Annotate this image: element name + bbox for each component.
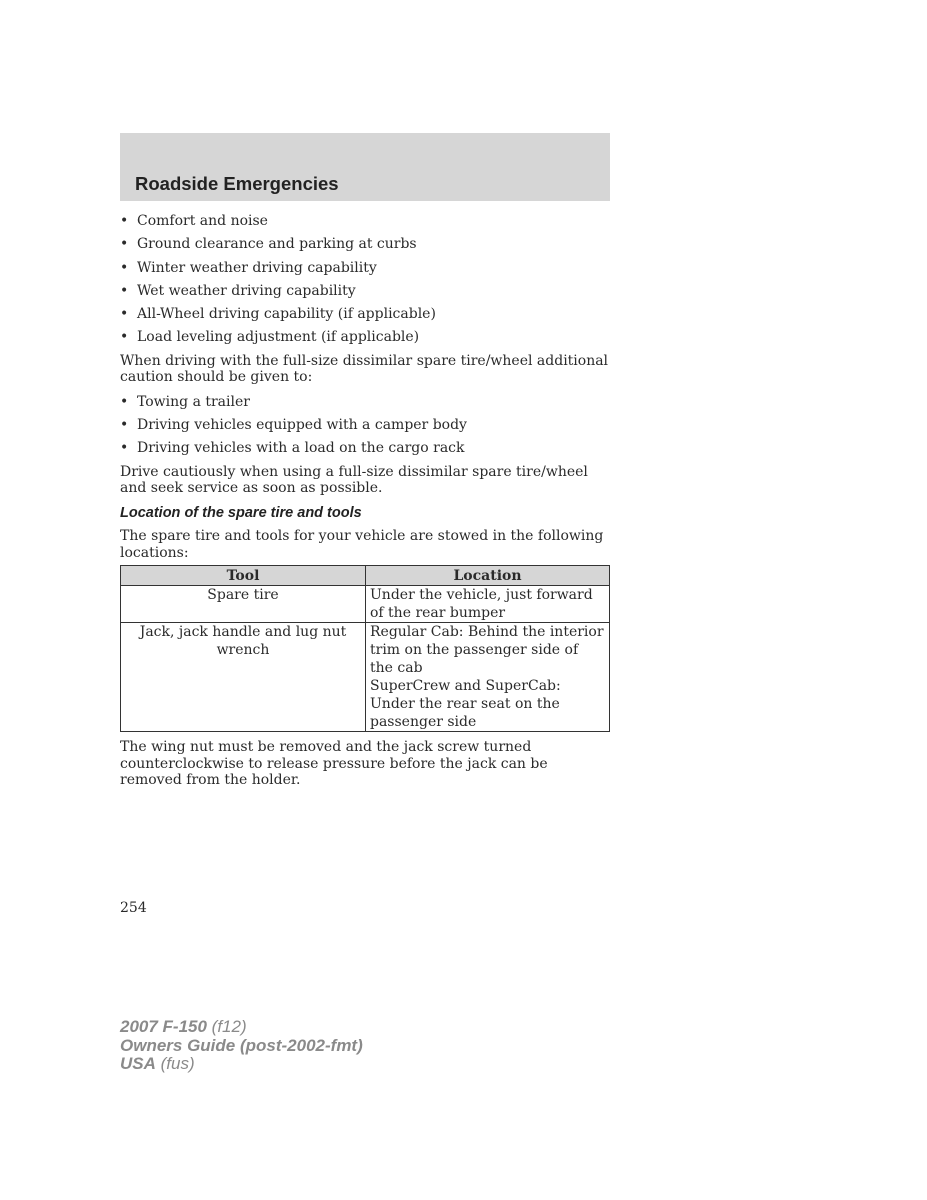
- spare-tire-location-heading: Location of the spare tire and tools: [120, 504, 362, 521]
- list-item: • Comfort and noise: [120, 213, 610, 230]
- column-header-location: Location: [366, 566, 610, 586]
- stowed-locations-paragraph: The spare tire and tools for your vehicle are stowed in the following locations:: [120, 528, 604, 561]
- table-row: [121, 623, 610, 732]
- bullet-list-considerations: [120, 213, 610, 346]
- column-header-tool: Tool: [121, 566, 366, 586]
- list-item: • Wet weather driving capability: [120, 283, 610, 300]
- page-content: [120, 213, 610, 797]
- caution-paragraph: When driving with the full-size dissimilar spare tire/wheel additional caution should be given to:: [120, 352, 609, 386]
- list-item: • Driving vehicles equipped with a camper body: [120, 417, 610, 434]
- table-header-row: [121, 566, 610, 586]
- list-item: • Driving vehicles with a load on the cargo rack: [120, 440, 610, 457]
- list-item: • Towing a trailer: [120, 394, 610, 411]
- location-text: SuperCrew and SuperCab: Under the rear seat on the passenger side: [370, 678, 561, 731]
- drive-cautiously-paragraph: Drive cautiously when using a full-size dissimilar spare tire/wheel and seek service as soon as possible.: [120, 463, 588, 497]
- location-text: Regular Cab: Behind the interior trim on the passenger side of the cab: [370, 624, 604, 677]
- tool-text: Jack, jack handle and lug nut wrench: [139, 624, 347, 659]
- section-title: Roadside Emergencies: [135, 173, 339, 194]
- location-cell: [366, 586, 610, 623]
- jack-removal-paragraph: The wing nut must be removed and the jack screw turned counterclockwise to release pressure before the jack can be removed from the holder.: [120, 739, 548, 789]
- list-item: • Winter weather driving capability: [120, 260, 610, 277]
- tools-location-table: [120, 565, 610, 732]
- table-row: [121, 586, 610, 623]
- location-text: Under the vehicle, just forward of the rear bumper: [370, 587, 593, 622]
- section-header-band: [120, 133, 610, 201]
- footer-line-guide: Owners Guide (post-2002-fmt): [120, 1035, 363, 1055]
- bullet-list-cautions: [120, 394, 610, 457]
- location-cell: [366, 623, 610, 732]
- list-item: • Ground clearance and parking at curbs: [120, 236, 610, 253]
- tool-cell: Spare tire: [121, 586, 366, 623]
- footer-line-model: 2007 F-150 (f12): [120, 1017, 247, 1036]
- document-footer: [120, 1018, 363, 1074]
- page-number: 254: [120, 900, 147, 916]
- tool-cell: [121, 623, 366, 732]
- list-item: • Load leveling adjustment (if applicable): [120, 329, 610, 346]
- list-item: • All-Wheel driving capability (if applicable): [120, 306, 610, 323]
- footer-line-region: USA (fus): [120, 1054, 195, 1073]
